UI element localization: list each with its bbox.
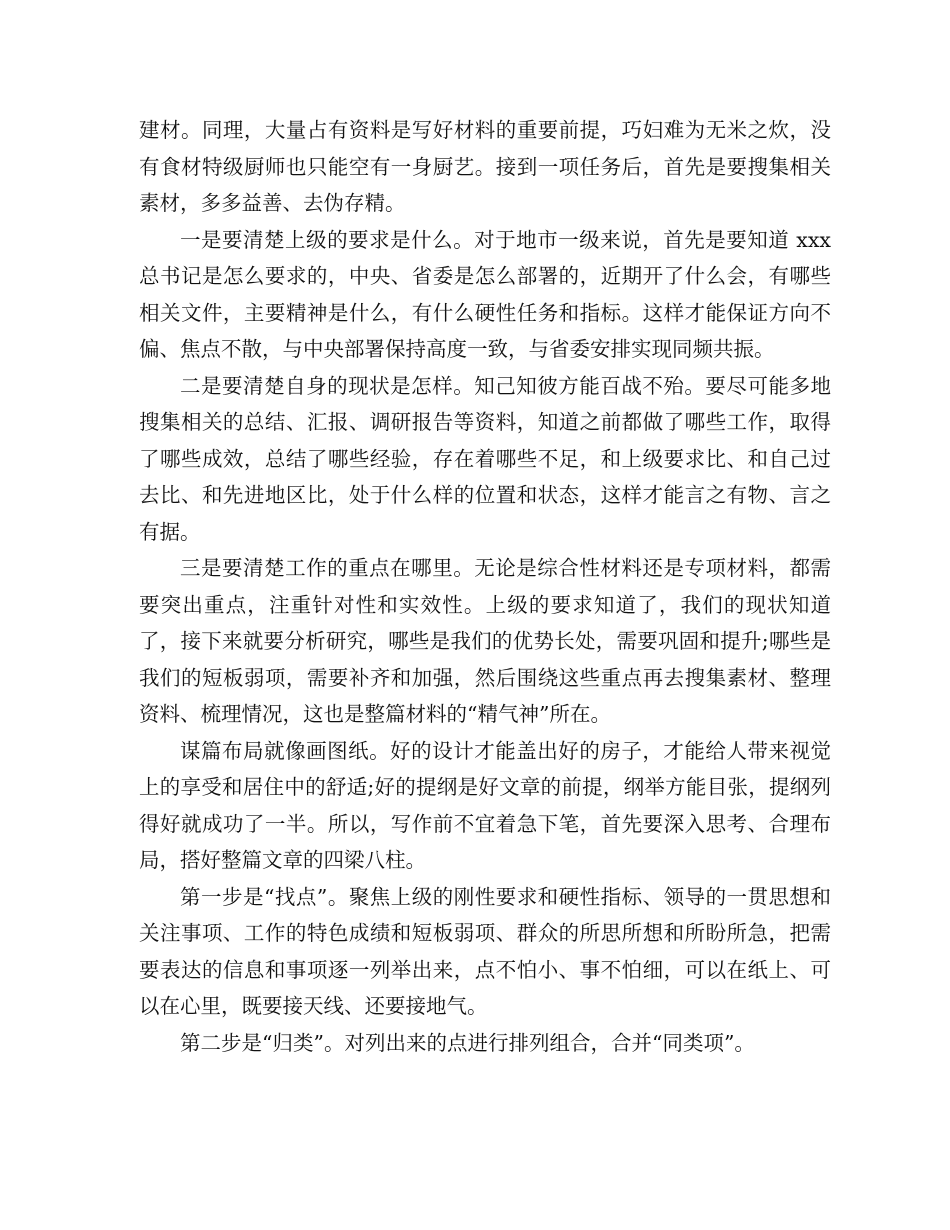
paragraph-key-points: 三是要清楚工作的重点在哪里。无论是综合性材料还是专项材料，都需要突出重点，注重针对性和实效性。上级的要求知道了，我们的现状知道了，接下来就要分析研究，哪些是我们的优势长处，需要巩固和提升;哪些是我们的短板弱项，需要补齐和加强，然后围绕这些重点再去搜集素材、整理资料、梳理情况，这也是整篇材料的“精气神”所在。 bbox=[139, 556, 831, 726]
paragraph-layout: 谋篇布局就像画图纸。好的设计才能盖出好的房子，才能给人带来视觉上的享受和居住中的舒适;好的提纲是好文章的前提，纲举方能目张，提纲列得好就成功了一半。所以，写作前不宜着急下笔，首先要深入思考、合理布局，搭好整篇文章的四梁八柱。 bbox=[139, 738, 831, 872]
paragraph-step-one: 第一步是“找点”。聚焦上级的刚性要求和硬性指标、领导的一贯思想和关注事项、工作的特色成绩和短板弱项、群众的所思所想和所盼所急，把需要表达的信息和事项逐一列举出来，点不怕小、事不怕细，可以在纸上、可以在心里，既要接天线、还要接地气。 bbox=[139, 884, 831, 1018]
paragraph-requirements: 一是要清楚上级的要求是什么。对于地市一级来说，首先是要知道 xxx 总书记是怎么要求的，中央、省委是怎么部署的，近期开了什么会，有哪些相关文件，主要精神是什么，有什么硬性任务和指标。这样才能保证方向不偏、焦点不散，与中央部署保持高度一致，与省委安排实现同频共振。 bbox=[139, 227, 831, 361]
paragraph-continuation: 建材。同理，大量占有资料是写好材料的重要前提，巧妇难为无米之炊，没有食材特级厨师也只能空有一身厨艺。接到一项任务后，首先是要搜集相关素材，多多益善、去伪存精。 bbox=[139, 118, 831, 215]
paragraph-step-two: 第二步是“归类”。对列出来的点进行排列组合，合并“同类项”。 bbox=[180, 1030, 755, 1055]
paragraph-current-status: 二是要清楚自身的现状是怎样。知己知彼方能百战不殆。要尽可能多地搜集相关的总结、汇报、调研报告等资料，知道之前都做了哪些工作，取得了哪些成效，总结了哪些经验，存在着哪些不足，和上级要求比、和自己过去比、和先进地区比，处于什么样的位置和状态，这样才能言之有物、言之有据。 bbox=[139, 373, 831, 544]
document-page bbox=[139, 112, 831, 1061]
